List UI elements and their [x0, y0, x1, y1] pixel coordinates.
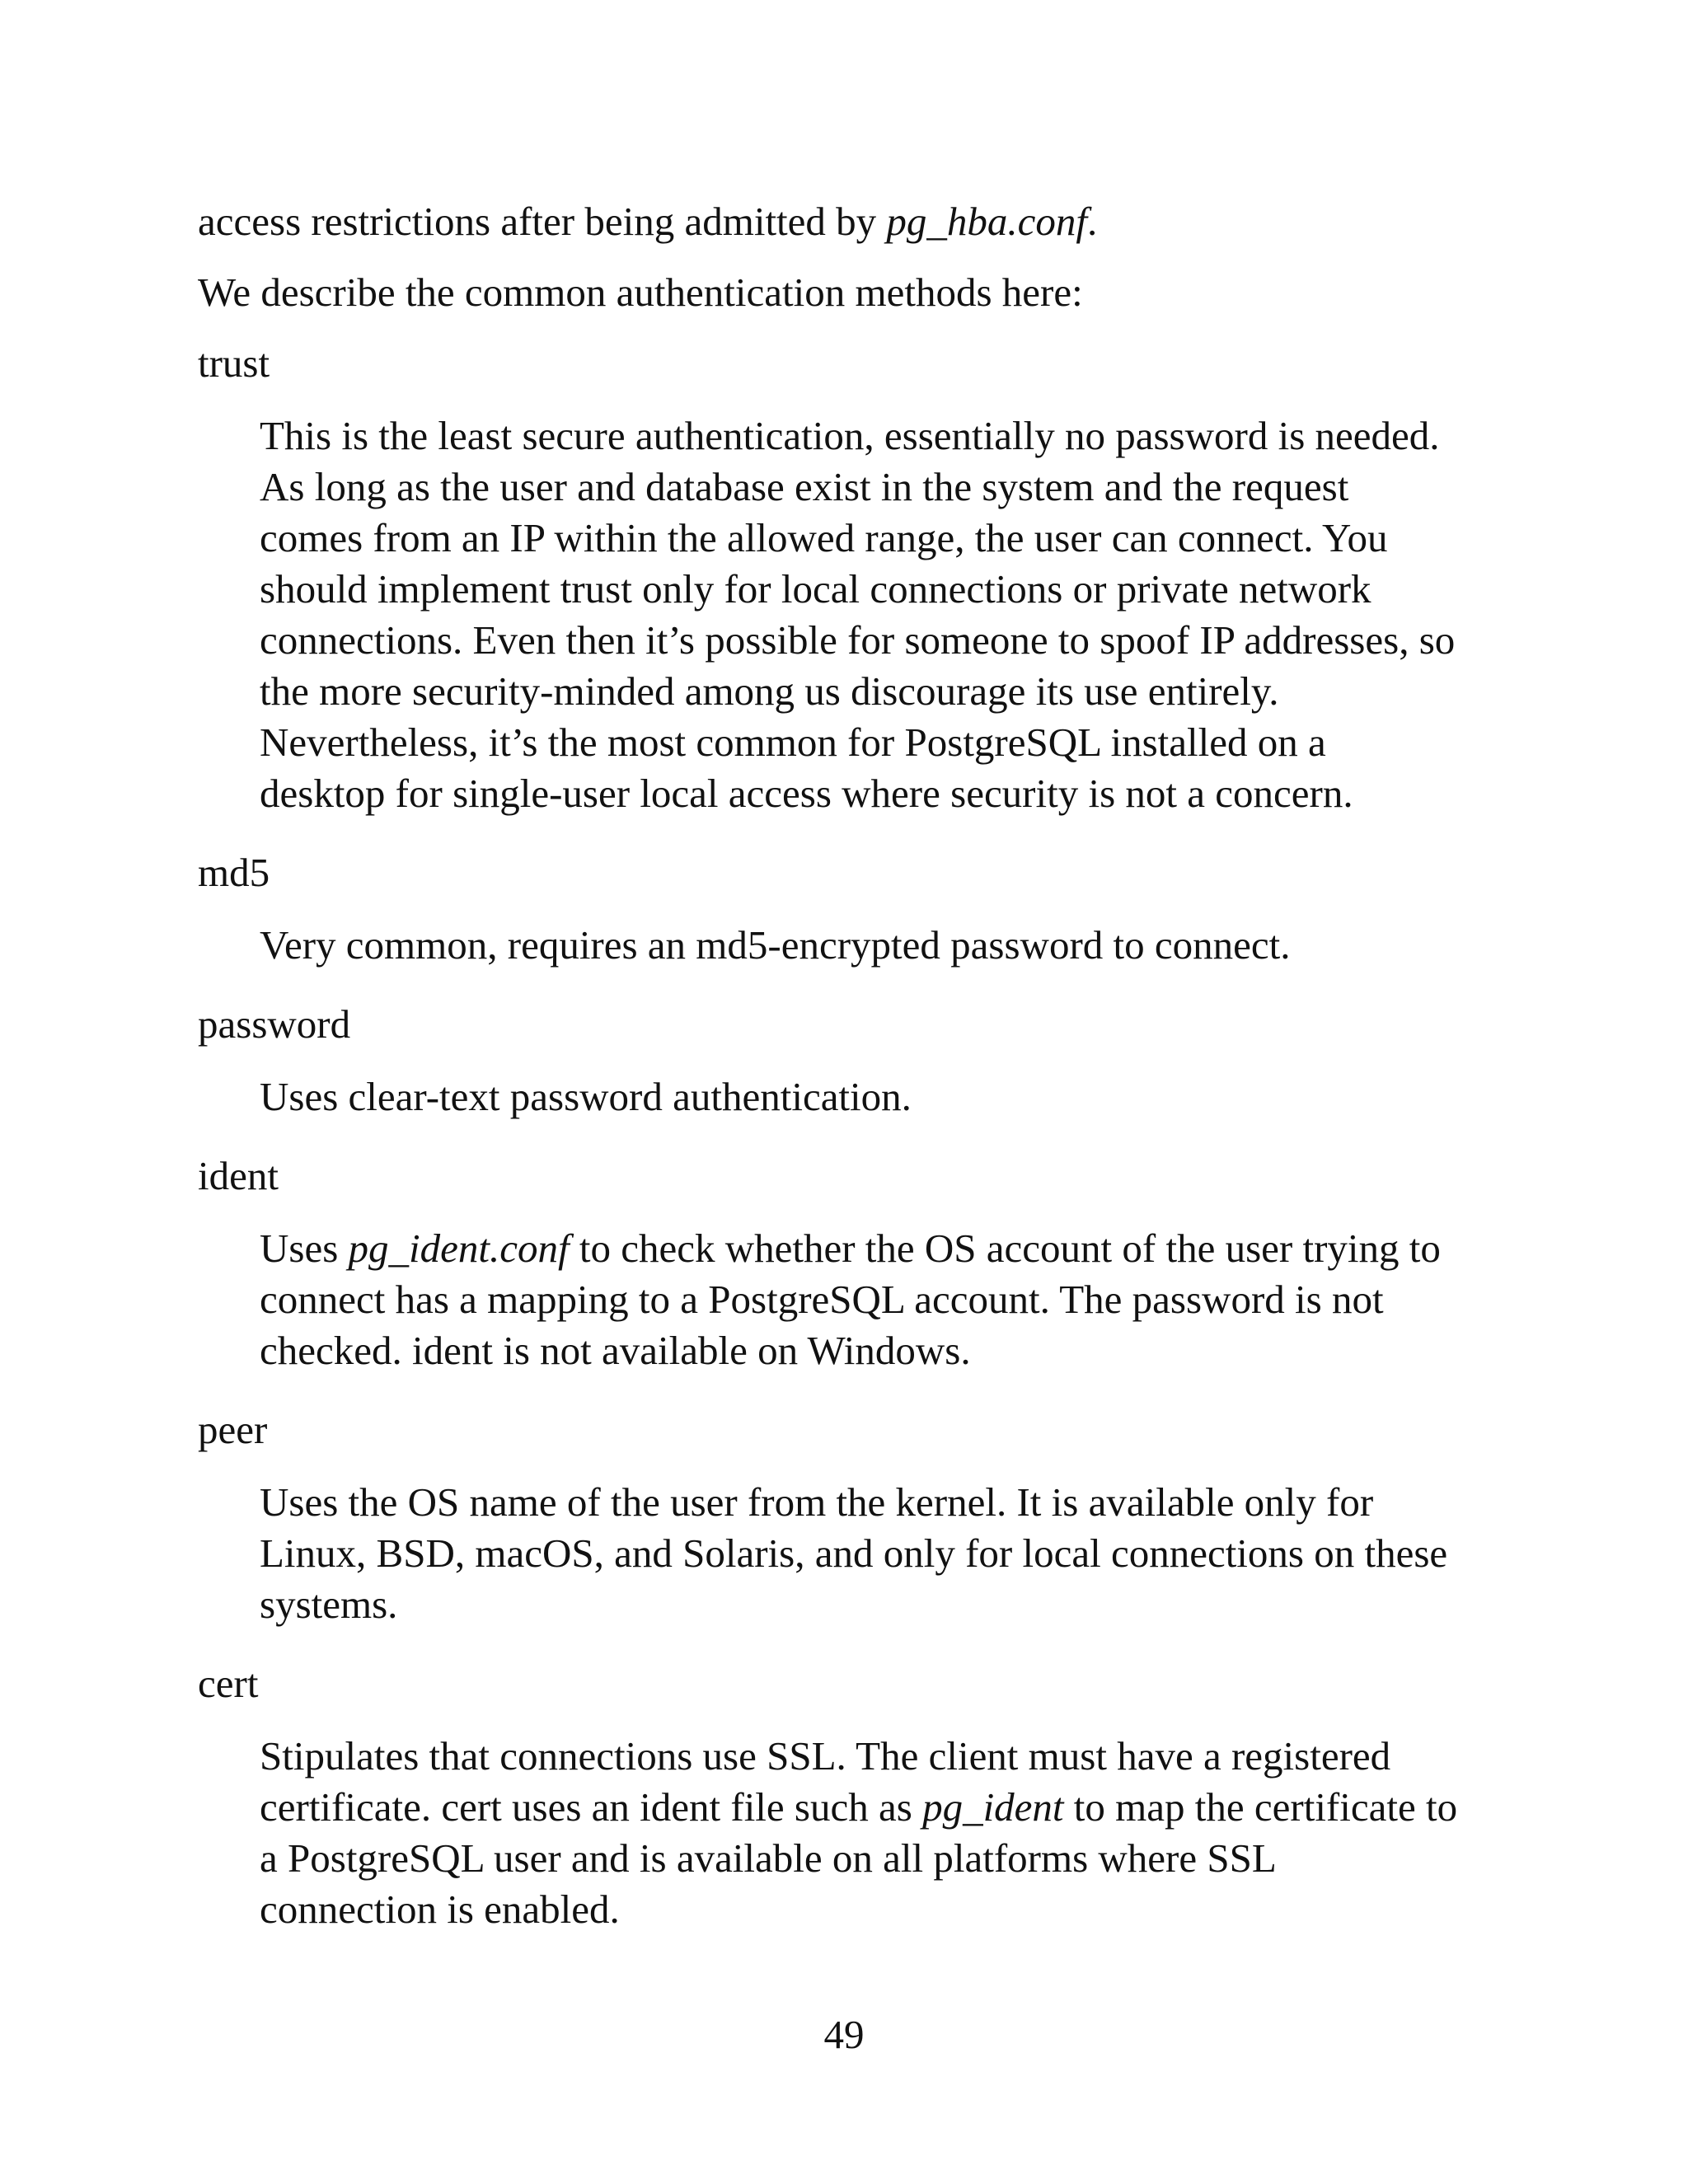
term-md5: md5: [198, 850, 270, 895]
intro-sentence: We describe the common authentication methods here:: [198, 269, 1083, 315]
config-file-name: pg_ident.conf: [348, 1226, 570, 1271]
definition-line: Uses clear-text password authentication.: [260, 1074, 912, 1119]
definition-line: Stipulates that connections use SSL. The client must have a registered: [260, 1733, 1391, 1779]
intro-text: access restrictions after being admitted by: [198, 199, 887, 244]
definition-line: [260, 1782, 1517, 1833]
definition-cert: [260, 1731, 1517, 1935]
definition-line: connection is enabled.: [260, 1886, 620, 1932]
definition-line: systems.: [260, 1582, 398, 1627]
definition-line: Nevertheless, it’s the most common for PostgreSQL installed on a: [260, 719, 1326, 765]
intro-continuation: [198, 196, 1517, 247]
definition-text: Uses: [260, 1226, 349, 1271]
definition-line: connect has a mapping to a PostgreSQL account. The password is not: [260, 1277, 1384, 1322]
term-cert: cert: [198, 1661, 259, 1706]
definition-line: As long as the user and database exist in the system and the request: [260, 464, 1349, 509]
term-peer: peer: [198, 1407, 268, 1452]
intro-period: .: [1087, 199, 1098, 244]
definition-line: checked. ident is not available on Windows.: [260, 1328, 971, 1373]
definition-line: desktop for single-user local access where security is not a concern.: [260, 771, 1353, 816]
config-file-name: pg_ident: [922, 1784, 1064, 1830]
definition-text: certificate. cert uses an ident file such as: [260, 1784, 923, 1830]
definition-line: This is the least secure authentication, essentially no password is needed.: [260, 413, 1440, 458]
definition-text: to map the certificate to: [1063, 1784, 1458, 1830]
definition-text: to check whether the OS account of the user trying to: [569, 1226, 1441, 1271]
definition-password: [260, 1071, 1517, 1122]
definition-ident: [260, 1223, 1517, 1376]
definition-line: Uses the OS name of the user from the kernel. It is available only for: [260, 1479, 1374, 1525]
definition-peer: [260, 1477, 1517, 1630]
definition-line: should implement trust only for local connections or private network: [260, 566, 1372, 612]
definition-line: Linux, BSD, macOS, and Solaris, and only for local connections on these: [260, 1530, 1448, 1576]
term-ident: ident: [198, 1153, 279, 1198]
page-number: 49: [823, 2012, 865, 2057]
definition-line: Very common, requires an md5-encrypted password to connect.: [260, 922, 1291, 968]
definition-trust: [260, 410, 1517, 819]
definition-line: a PostgreSQL user and is available on all platforms where SSL: [260, 1835, 1277, 1881]
config-file-name: pg_hba.conf: [886, 199, 1088, 244]
term-password: password: [198, 1001, 351, 1047]
page-content: [198, 196, 1517, 1963]
term-trust: trust: [198, 340, 270, 386]
definition-line: the more security-minded among us discourage its use entirely.: [260, 668, 1279, 714]
definition-line: connections. Even then it’s possible for someone to spoof IP addresses, so: [260, 617, 1456, 663]
definition-line: [260, 1223, 1517, 1274]
definition-line: comes from an IP within the allowed range, the user can connect. You: [260, 515, 1388, 560]
definition-md5: [260, 920, 1517, 971]
